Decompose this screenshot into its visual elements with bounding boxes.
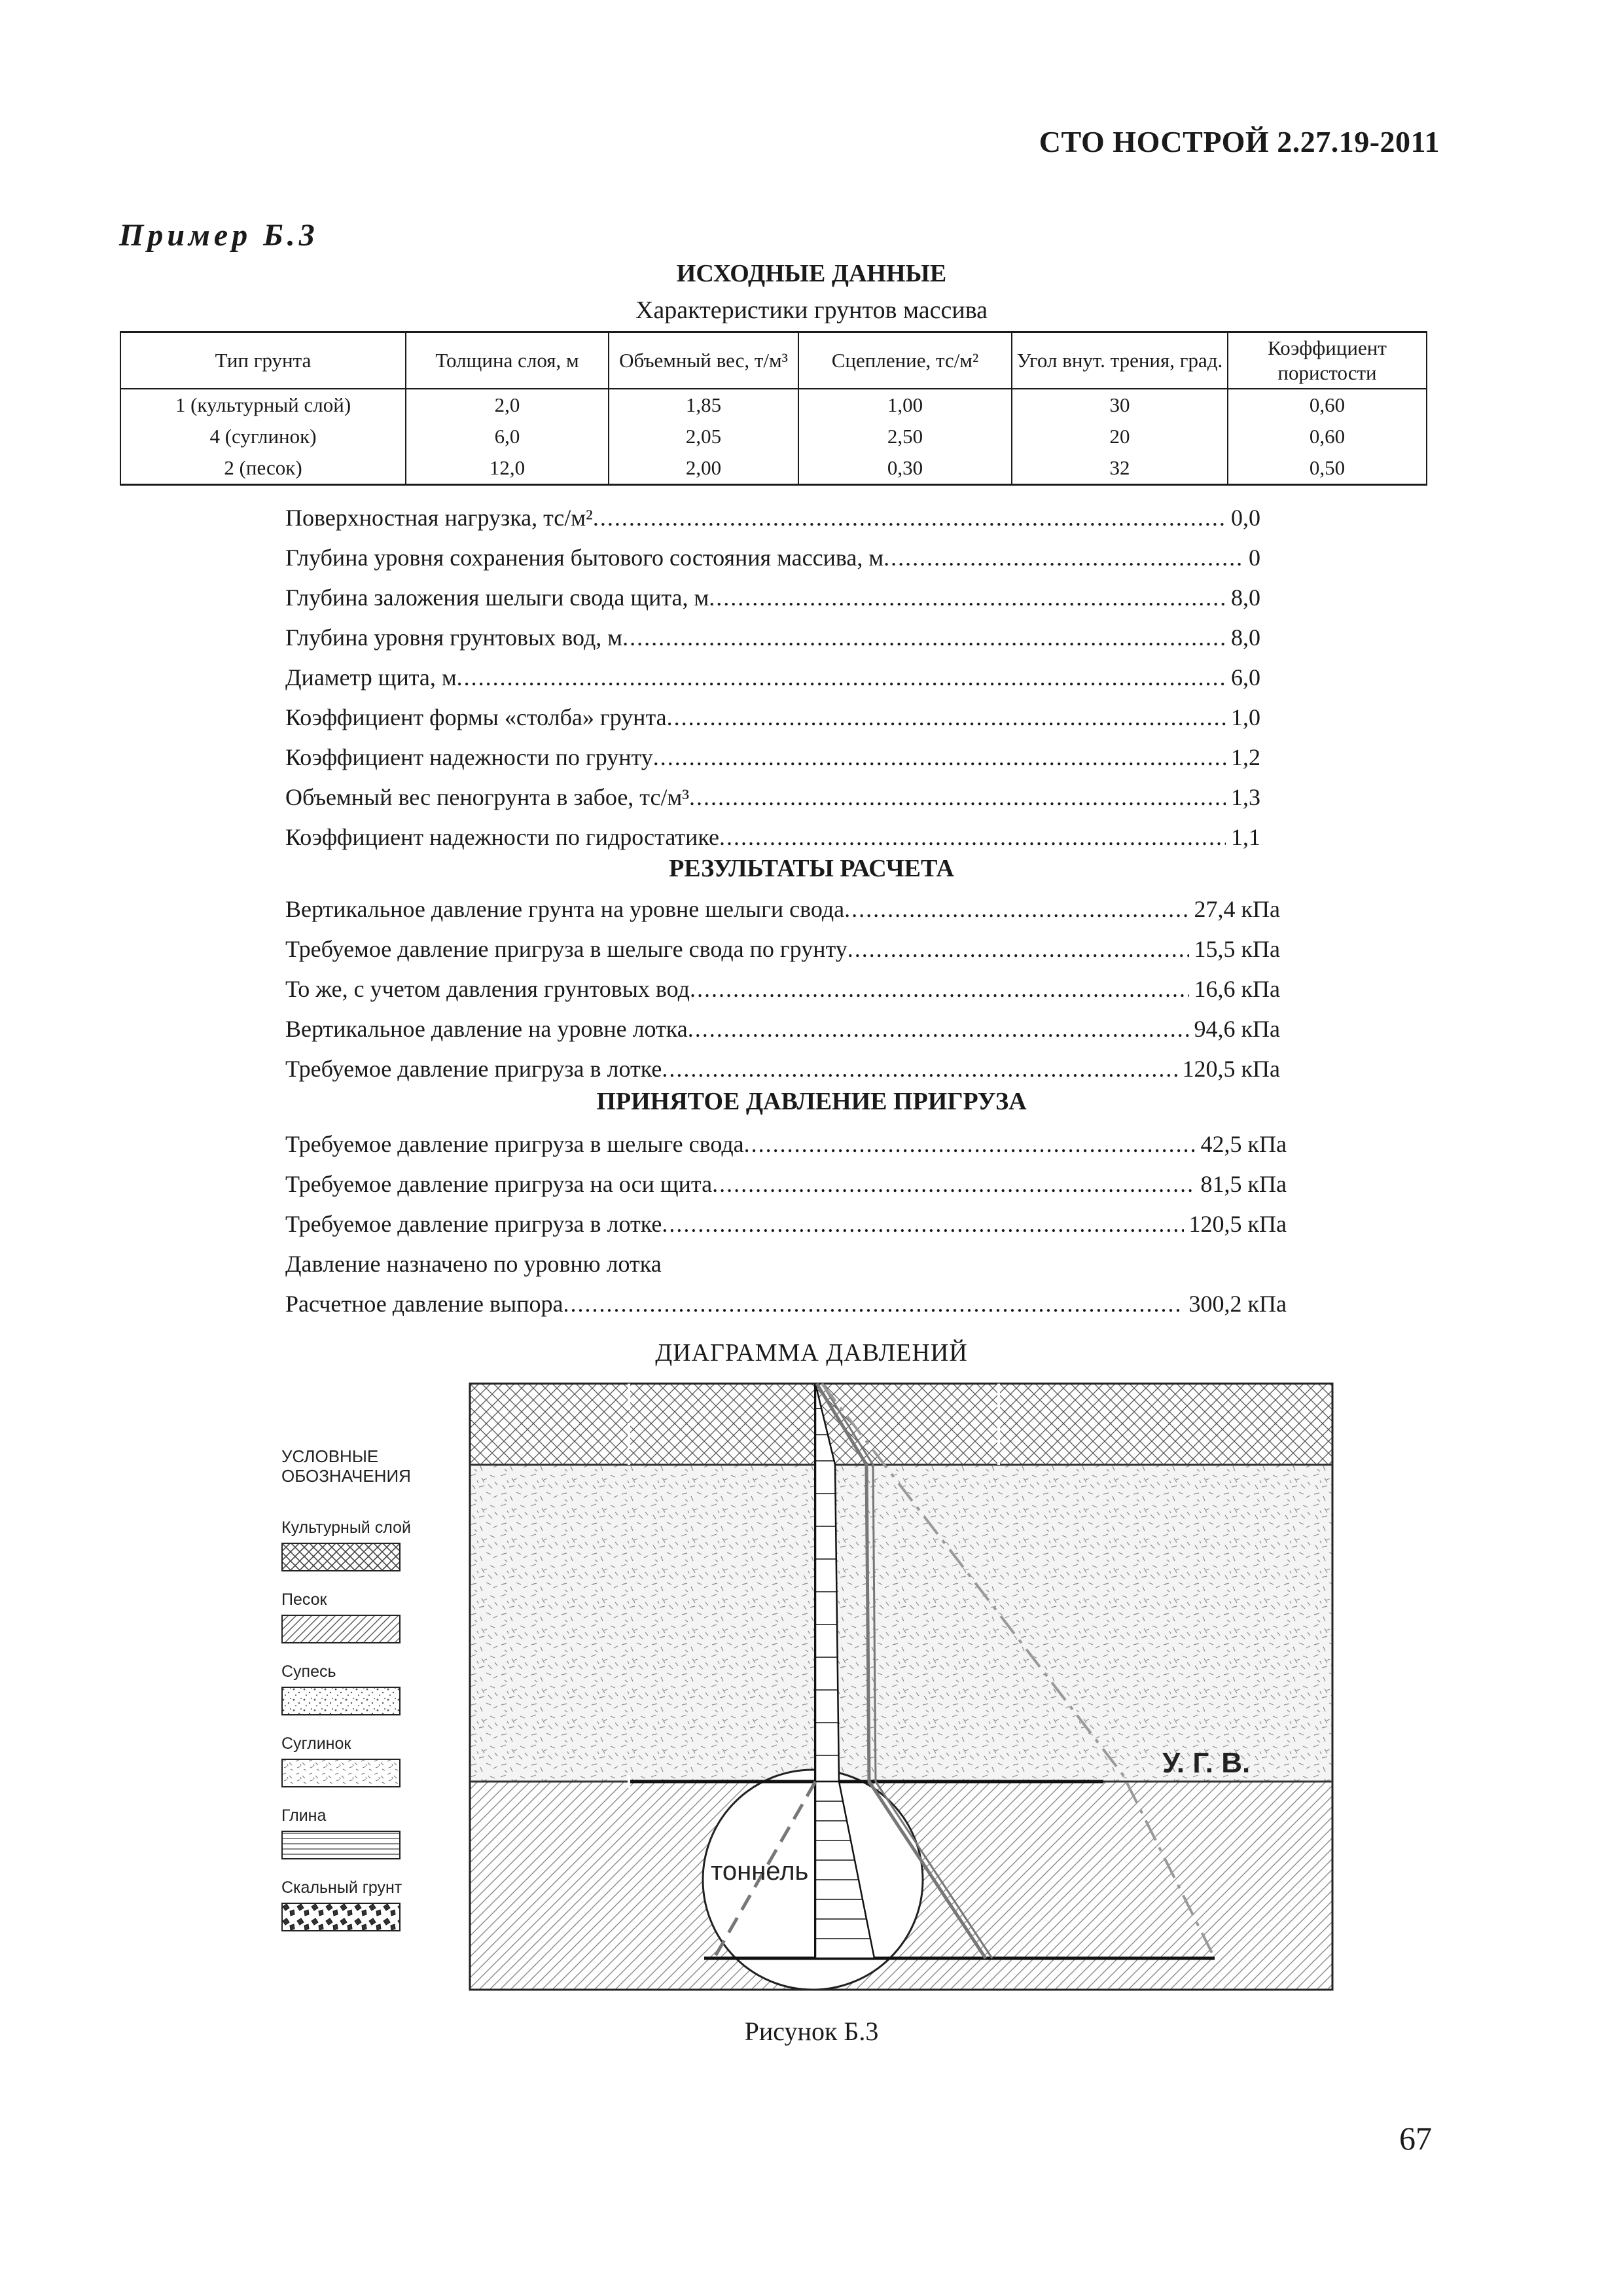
list-item: Глубина уровня грунтовых вод, м ..... 8,0	[285, 618, 1260, 658]
list-item: Требуемое давление пригруза в шелыге свода по грунту ..... 15,5 кПа	[285, 929, 1280, 969]
table-cell: 1,00	[798, 389, 1012, 421]
column-header: Коэффициент пористости	[1228, 332, 1427, 389]
list-item: Коэффициент надежности по грунту ..... 1,2	[285, 738, 1260, 778]
legend-item: Песок	[281, 1590, 401, 1647]
table-header-row	[120, 332, 1427, 389]
loam-layer-band	[470, 1465, 1332, 1782]
document-header: СТО НОСТРОЙ 2.27.19-2011	[1039, 125, 1440, 158]
table-row	[120, 389, 1427, 421]
initial-data-title: ИСХОДНЫЕ ДАННЫЕ	[676, 260, 947, 287]
table-cell: 2,50	[798, 421, 1012, 452]
legend-title: УСЛОВНЫЕ ОБОЗНАЧЕНИЯ	[281, 1446, 411, 1486]
table-cell: 2,05	[609, 421, 798, 452]
tunnel-label: тоннель	[711, 1857, 809, 1886]
list-item: Вертикальное давление грунта на уровне шелыги свода ..... 27,4 кПа	[285, 889, 1280, 929]
column-header: Тип грунта	[120, 332, 406, 389]
list-item: Поверхностная нагрузка, тс/м² ..... 0,0	[285, 498, 1260, 538]
cultural-layer-swatch	[281, 1543, 401, 1571]
cultural-layer-band	[470, 1384, 1332, 1465]
list-item: Глубина заложения шелыги свода щита, м ..... 8,0	[285, 578, 1260, 618]
table-cell: 30	[1012, 389, 1228, 421]
legend-item: Супесь	[281, 1662, 401, 1719]
table-cell: 0,50	[1228, 452, 1427, 485]
legend-item: Культурный слой	[281, 1518, 411, 1575]
legend-item: Скальный грунт	[281, 1878, 402, 1935]
example-title: Пример Б.3	[119, 218, 319, 253]
accepted-title: ПРИНЯТОЕ ДАВЛЕНИЕ ПРИГРУЗА	[596, 1088, 1027, 1115]
pressure-diagram	[469, 1382, 1334, 1991]
table-row	[120, 421, 1427, 452]
column-header: Толщина слоя, м	[406, 332, 609, 389]
table-cell: 2,0	[406, 389, 609, 421]
list-item: Коэффициент формы «столба» грунта ..... 1,0	[285, 698, 1260, 738]
page-number: 67	[1399, 2120, 1432, 2157]
column-header: Угол внут. трения, град.	[1012, 332, 1228, 389]
legend-item: Суглинок	[281, 1734, 401, 1791]
list-item: Коэффициент надежности по гидростатике ..... 1,1	[285, 817, 1260, 857]
table-caption: Характеристики грунтов массива	[635, 296, 988, 324]
rock-swatch	[281, 1903, 401, 1931]
figure-caption: Рисунок Б.3	[744, 2017, 879, 2046]
results-title: РЕЗУЛЬТАТЫ РАСЧЕТА	[669, 855, 954, 882]
list-item: Объемный вес пеногрунта в забое, тс/м³ ..... 1,3	[285, 778, 1260, 817]
table-row	[120, 452, 1427, 485]
table-cell: 6,0	[406, 421, 609, 452]
list-item: Требуемое давление пригруза в лотке ..... 120,5 кПа	[285, 1049, 1280, 1089]
table-cell: 1,85	[609, 389, 798, 421]
table-cell: 2 (песок)	[120, 452, 406, 485]
list-item: Расчетное давление выпора ..... 300,2 кПа	[285, 1284, 1287, 1324]
list-item: Глубина уровня сохранения бытового состояния массива, м ..... 0	[285, 538, 1260, 578]
soil-table	[120, 331, 1427, 486]
results-list	[285, 889, 1280, 1089]
list-item: Давление назначено по уровню лотка	[285, 1251, 662, 1277]
list-item: Диаметр щита, м ..... 6,0	[285, 658, 1260, 698]
table-cell: 20	[1012, 421, 1228, 452]
table-cell: 1 (культурный слой)	[120, 389, 406, 421]
params-list	[285, 498, 1260, 857]
column-header: Объемный вес, т/м³	[609, 332, 798, 389]
table-cell: 0,30	[798, 452, 1012, 485]
column-header: Сцепление, тс/м²	[798, 332, 1012, 389]
table-cell: 12,0	[406, 452, 609, 485]
table-cell: 2,00	[609, 452, 798, 485]
groundwater-label: У. Г. В.	[1162, 1747, 1251, 1779]
clay-swatch	[281, 1831, 401, 1859]
diagram-title: ДИАГРАММА ДАВЛЕНИЙ	[655, 1339, 968, 1367]
loam-swatch	[281, 1759, 401, 1787]
table-cell: 0,60	[1228, 389, 1427, 421]
list-item: То же, с учетом давления грунтовых вод ..... 16,6 кПа	[285, 969, 1280, 1009]
legend-item: Глина	[281, 1806, 401, 1863]
list-item: Требуемое давление пригруза в лотке ..... 120,5 кПа	[285, 1204, 1287, 1244]
table-cell: 4 (суглинок)	[120, 421, 406, 452]
sand-swatch	[281, 1615, 401, 1643]
sandy-loam-swatch	[281, 1687, 401, 1715]
list-item: Требуемое давление пригруза в шелыге свода ..... 42,5 кПа	[285, 1124, 1287, 1164]
list-item: Вертикальное давление на уровне лотка ..... 94,6 кПа	[285, 1009, 1280, 1049]
table-cell: 0,60	[1228, 421, 1427, 452]
table-cell: 32	[1012, 452, 1228, 485]
list-item: Требуемое давление пригруза на оси щита ..... 81,5 кПа	[285, 1164, 1287, 1204]
accepted-list	[285, 1124, 1287, 1324]
